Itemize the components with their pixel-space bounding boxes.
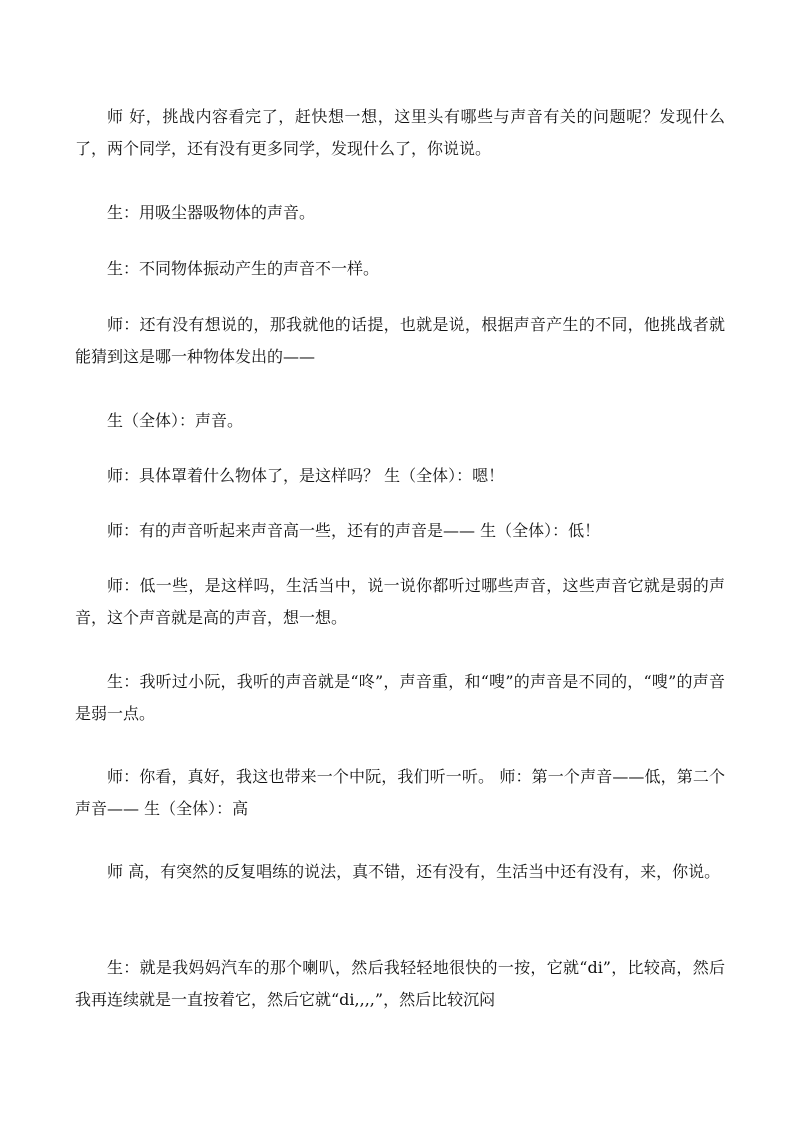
paragraph-5: 生（全体）：声音。 [107,411,244,430]
paragraph-4: 师：还有没有想说的，那我就他的话提，也就是说，根据声音产生的不同，他挑战者就能猜到这是哪一种物体发出的—— [75,315,725,366]
paragraph-10: 师：你看，真好，我这也带来一个中阮，我们听一听。 师：第一个声音——低，第二个声音—— 生（全体）：高 [75,767,725,818]
paragraph-6: 师：具体罩着什么物体了，是这样吗？ 生（全体）：嗯！ [107,466,505,485]
paragraph-12: 生：就是我妈妈汽车的那个喇叭，然后我轻轻地很快的一按，它就“di”，比较高，然后我再连续就是一直按着它，然后它就“di,,,,”，然后比较沉闷 [75,958,725,1009]
paragraph-2: 生：用吸尘器吸物体的声音。 [107,203,316,222]
paragraph-1: 师 好，挑战内容看完了，赶快想一想，这里头有哪些与声音有关的问题呢？发现什么了，两个同学，还有没有更多同学，发现什么了，你说说。 [75,107,725,158]
paragraph-7: 师：有的声音听起来声音高一些，还有的声音是—— 生（全体）：低！ [107,521,601,540]
paragraph-3: 生：不同物体振动产生的声音不一样。 [107,259,380,278]
paragraph-9: 生：我听过小阮，我听的声音就是“咚”，声音重，和“嗖”的声音是不同的，“嗖”的声音是弱一点。 [75,672,725,723]
paragraph-8: 师：低一些，是这样吗，生活当中，说一说你都听过哪些声音，这些声音它就是弱的声音，这个声音就是高的声音，想一想。 [75,576,725,627]
paragraph-11: 师 高，有突然的反复唱练的说法，真不错，还有没有，生活当中还有没有，来，你说。 [107,862,721,881]
